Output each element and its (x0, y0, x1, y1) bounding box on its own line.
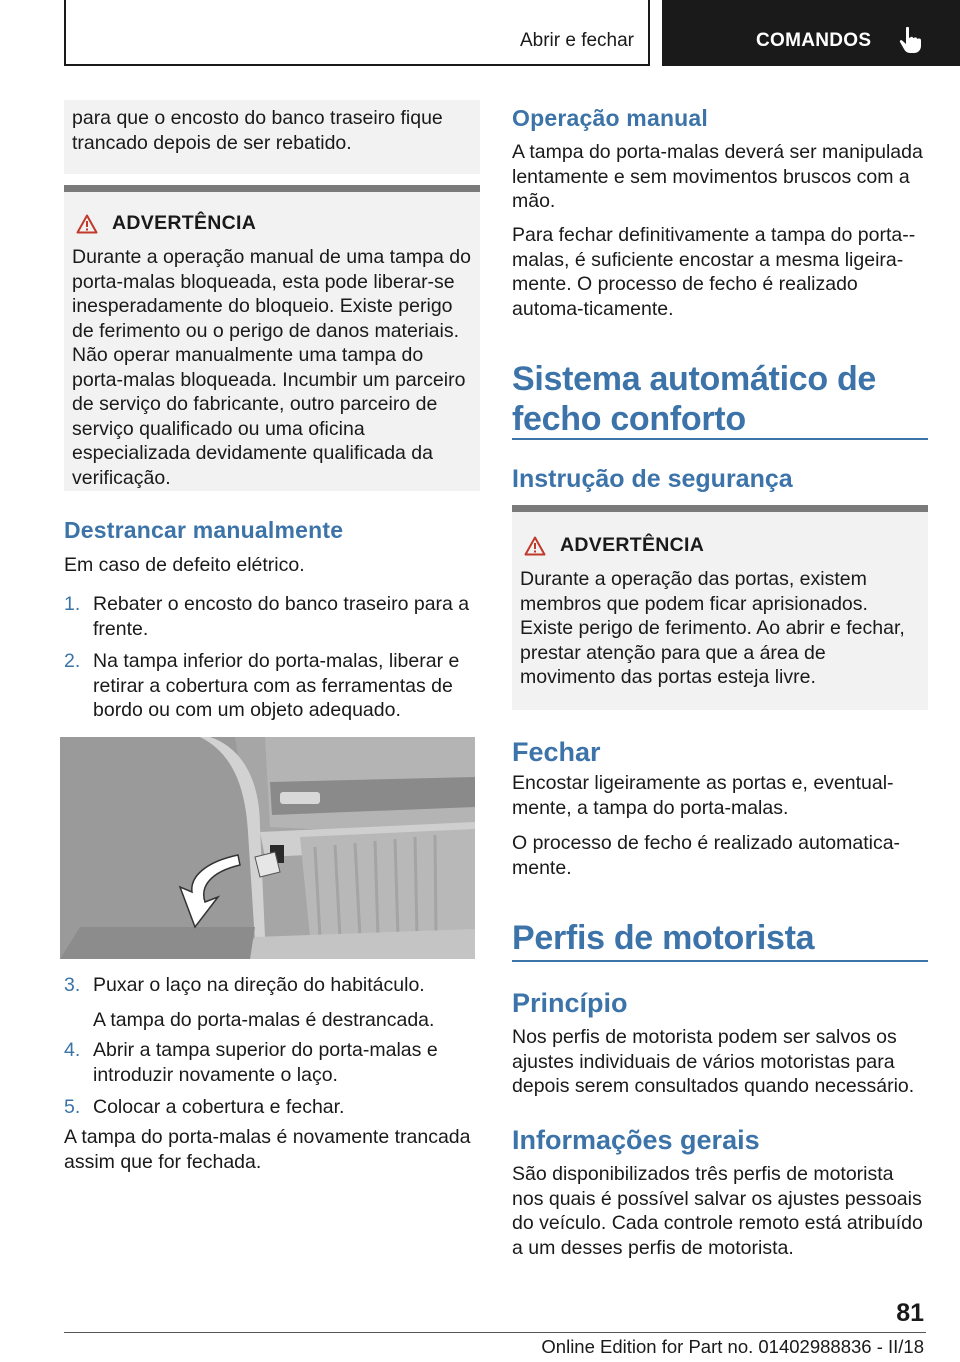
close-p1: Encostar ligeiramente as portas e, eventual-mente, a tampa do porta-malas. (512, 772, 894, 819)
trunk-illustration (60, 737, 475, 959)
step-number: 4. (64, 1039, 81, 1061)
section-heading-unlock: Destrancar manualmente (64, 517, 344, 543)
section-heading-manual: Operação manual (512, 105, 709, 131)
manual-p2: Para fechar definitivamente a tampa do porta--malas, é suficiente encostar a mesma ligeira-mente. O processo de fecho é realizado automa-ticamente. (512, 224, 916, 320)
warning-title (76, 212, 472, 235)
warning-bar (512, 505, 928, 512)
note-text: para que o encosto do banco traseiro fique trancado depois de ser rebatido. (72, 107, 443, 154)
warning-triangle-icon (524, 536, 546, 556)
header-section-title: Abrir e fechar (519, 30, 634, 51)
step-text: Abrir a tampa superior do porta-malas e introduzir novamente o laço. (93, 1039, 438, 1086)
heading-rule (512, 960, 928, 962)
warning-bar (64, 185, 480, 192)
chapter-heading-soft-close: Sistema automático de fecho conforto (512, 360, 877, 438)
page-number: 81 (896, 1299, 924, 1327)
step-text: Puxar o laço na direção do habitáculo. (93, 974, 425, 996)
step-text: Na tampa inferior do porta-malas, liberar e retirar a cobertura com as ferramentas de bordo ou com um objeto adequado. (93, 650, 460, 721)
section-heading-safety: Instrução de segurança (512, 465, 793, 493)
unlock-closing: A tampa do porta-malas é novamente trancada assim que for fechada. (64, 1126, 471, 1173)
step-number: 3. (64, 974, 81, 996)
step-result: A tampa do porta-malas é destrancada. (93, 1008, 435, 1031)
footer-rule (64, 1332, 926, 1333)
step-number: 2. (64, 650, 81, 672)
warning-triangle-icon (76, 214, 98, 234)
close-p2: O processo de fecho é realizado automatica-mente. (512, 832, 901, 879)
step-text: Colocar a cobertura e fechar. (93, 1096, 345, 1118)
warning-title (524, 534, 920, 557)
warning-title-text: ADVERTÊNCIA (560, 534, 705, 556)
list-item (64, 1038, 480, 1087)
chapter-heading-profiles: Perfis de motorista (512, 919, 815, 957)
pointing-hand-icon (898, 26, 924, 54)
header-chapter-tab (662, 0, 960, 66)
list-item (64, 592, 480, 641)
section-heading-principle: Princípio (512, 988, 628, 1018)
principle-text: Nos perfis de motorista podem ser salvos os ajustes individuais de vários motoristas para depois serem consultados quando necessário. (512, 1026, 915, 1097)
list-item (64, 973, 480, 1032)
unlock-steps-b (64, 973, 480, 1120)
warning-body: Durante a operação das portas, existem membros que podem ficar aprisionados. Existe perigo de ferimento. Ao abrir e fechar, prestar atenção para que a área de movimento das portas esteja livre. (520, 568, 905, 688)
header-chapter-title: COMANDOS (756, 30, 872, 51)
step-number: 5. (64, 1096, 81, 1118)
general-text: São disponibilizados três perfis de motorista nos quais é possível salvar os ajustes pessoais do veículo. Cada controle remoto está atribuído a um desses perfis de motorista. (512, 1163, 923, 1259)
warning-body: Durante a operação manual de uma tampa do porta-malas bloqueada, esta pode liberar-se inesperadamente do bloqueio. Existe perigo de ferimento ou o perigo de danos materiais. Não operar manualmente uma tampa do porta-malas bloqueada. Incumbir um parceiro de serviço do fabricante, outro parceiro de serviço qualificado ou uma oficina especializada devidamente qualificada da verificação. (72, 246, 471, 489)
list-item (64, 649, 480, 723)
step-text: Rebater o encosto do banco traseiro para a frente. (93, 593, 470, 640)
heading-rule (512, 438, 928, 440)
section-heading-close: Fechar (512, 737, 601, 767)
warning-title-text: ADVERTÊNCIA (112, 212, 257, 234)
list-item (64, 1095, 480, 1120)
unlock-intro: Em caso de defeito elétrico. (64, 554, 305, 576)
unlock-steps-a (64, 592, 480, 723)
edition-note: Online Edition for Part no. 01402988836 - II/18 (541, 1336, 924, 1357)
section-heading-general: Informações gerais (512, 1125, 760, 1155)
step-number: 1. (64, 593, 81, 615)
trunk-figure (60, 737, 475, 959)
manual-p1: A tampa do porta-malas deverá ser manipulada lentamente e sem movimentos bruscos com a mão. (512, 141, 923, 212)
